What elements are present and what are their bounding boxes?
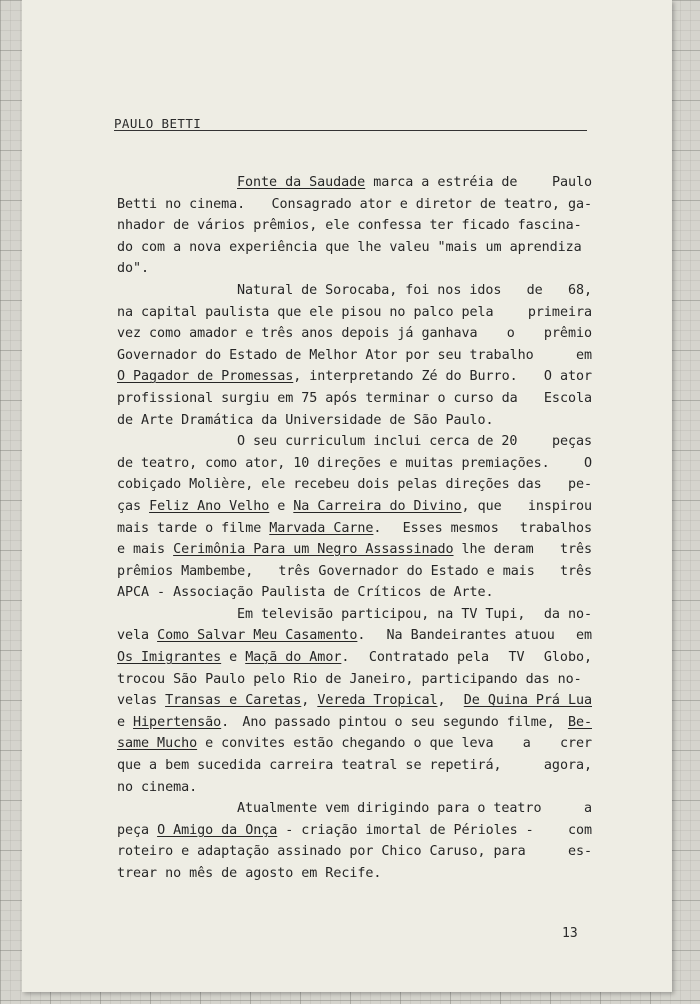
text-line: Atualmente vem dirigindo para o teatro a <box>237 801 592 817</box>
text-line: e Hipertensão. Ano passado pintou o seu segundo filme, Be- <box>117 712 592 734</box>
text-line: ças Feliz Ano Velho e Na Carreira do Divino, que inspirou <box>117 498 592 514</box>
text-line: Natural de Sorocaba, foi nos idos de 68, <box>237 282 592 298</box>
paragraph-5 <box>117 798 592 884</box>
text-line: velas Transas e Caretas, Vereda Tropical, De Quina Prá Lua <box>117 690 592 712</box>
text-line: vela Como Salvar Meu Casamento. Na Bandeirantes atuou em <box>117 628 592 644</box>
underlined-title: Cerimônia Para um Negro Assassinado <box>173 542 454 558</box>
underlined-title: Os Imigrantes <box>117 650 222 666</box>
text-line: roteiro e adaptação assinado por Chico Caruso, para es- <box>117 844 592 860</box>
underlined-title: O Pagador de Promessas <box>117 369 294 385</box>
underlined-title: same Mucho <box>117 736 198 752</box>
text-line: Betti no cinema. Consagrado ator e diretor de teatro, ga- <box>117 196 592 212</box>
text-line: Fonte da Saudade marca a estréia de Paulo <box>237 175 592 190</box>
text-line: vez como amador e três anos depois já ganhava o prêmio <box>117 326 592 342</box>
paragraph-1 <box>117 172 592 280</box>
underlined-title: Como Salvar Meu Casamento <box>157 628 358 644</box>
text-line: do com a nova experiência que lhe valeu "mais um aprendiza <box>117 239 582 255</box>
underlined-title: Hipertensão <box>133 714 222 730</box>
text-line: no cinema. <box>117 779 198 795</box>
underlined-title: Marvada Carne <box>269 520 374 536</box>
text-line: de Arte Dramática da Universidade de São Paulo. <box>117 412 494 428</box>
text-line: O seu curriculum inclui cerca de 20 peças <box>237 434 592 450</box>
underlined-title: Na Carreira do Divino <box>293 498 462 514</box>
text-line: do". <box>117 261 150 277</box>
text-line: nhador de vários prêmios, ele confessa ter ficado fascina- <box>117 218 582 234</box>
text-line: na capital paulista que ele pisou no palco pela primeira <box>117 304 592 320</box>
body-text <box>117 172 592 885</box>
underlined-title: Fonte da Saudade <box>237 175 366 190</box>
underlined-title: Feliz Ano Velho <box>149 498 270 514</box>
underlined-title: De Quina Prá Lua <box>463 693 592 709</box>
paragraph-2 <box>117 280 592 431</box>
paper-sheet <box>22 0 672 992</box>
text-line: e mais Cerimônia Para um Negro Assassinado lhe deram três <box>117 542 592 558</box>
document-header: PAULO BETTI <box>114 116 202 131</box>
page-number: 13 <box>562 926 578 941</box>
text-line: cobiçado Molière, ele recebeu dois pelas direções das pe- <box>117 477 592 493</box>
underlined-title: O Amigo da Onça <box>157 822 278 838</box>
underlined-title: Transas e Caretas <box>165 693 302 709</box>
text-line: profissional surgiu em 75 após terminar o curso da Escola <box>117 390 592 406</box>
text-line: Governador do Estado de Melhor Ator por seu trabalho em <box>117 347 592 363</box>
text-line: peça O Amigo da Onça - criação imortal de Périoles - com <box>117 822 592 838</box>
paragraph-3 <box>117 431 592 604</box>
header-rule <box>114 130 587 131</box>
text-line: Em televisão participou, na TV Tupi, da no- <box>237 606 592 622</box>
underlined-title: Vereda Tropical <box>317 693 438 709</box>
text-line: trocou São Paulo pelo Rio de Janeiro, participando das no- <box>117 671 582 687</box>
text-line: same Mucho e convites estão chegando o que leva a crer <box>117 736 592 752</box>
text-line: mais tarde o filme Marvada Carne. Esses mesmos trabalhos <box>117 520 592 536</box>
underlined-title: Maçã do Amor <box>245 650 342 666</box>
underlined-title: Be- <box>567 714 592 730</box>
paragraph-4 <box>117 604 592 798</box>
text-line: Os Imigrantes e Maçã do Amor. Contratado pela TV Globo, <box>117 650 592 666</box>
text-line: O Pagador de Promessas, interpretando Zé do Burro. O ator <box>117 369 592 385</box>
text-line: de teatro, como ator, 10 direções e muitas premiações. O <box>117 455 592 471</box>
text-line: APCA - Associação Paulista de Críticos de Arte. <box>117 585 494 601</box>
text-line: que a bem sucedida carreira teatral se repetirá, agora, <box>117 758 592 774</box>
text-line: trear no mês de agosto em Recife. <box>117 866 382 881</box>
text-line: prêmios Mambembe, três Governador do Estado e mais três <box>117 563 592 579</box>
